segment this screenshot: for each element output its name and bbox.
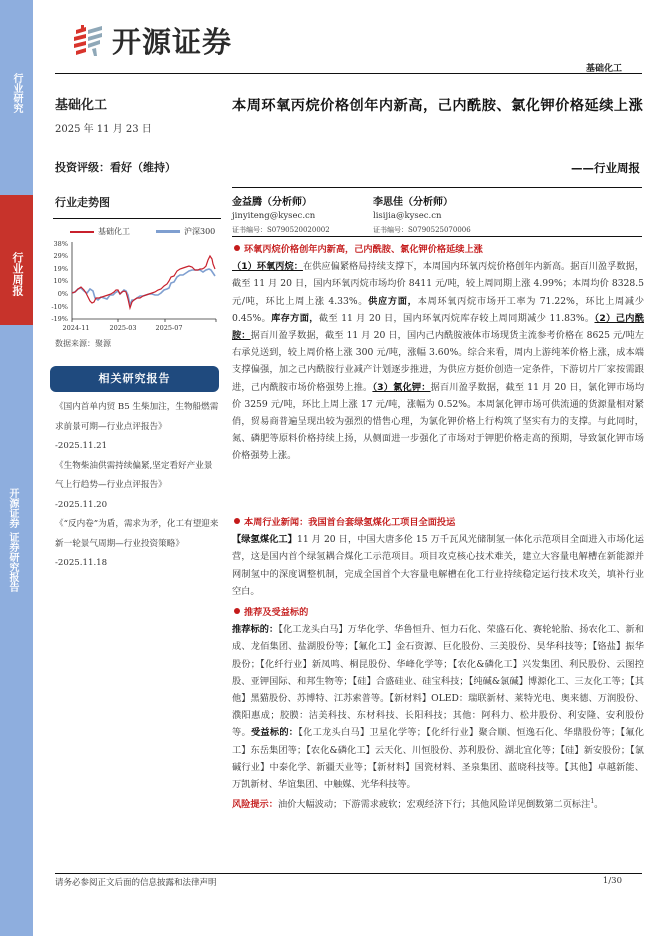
section-price-trends bbox=[232, 241, 644, 465]
analyst-divider-bottom bbox=[232, 236, 642, 237]
side-strip bbox=[0, 0, 33, 936]
svg-text:2025-07: 2025-07 bbox=[155, 324, 183, 331]
svg-text:10%: 10% bbox=[53, 277, 68, 285]
side-label-brand: 开源证券 bbox=[7, 488, 18, 528]
svg-text:-10%: -10% bbox=[51, 303, 68, 311]
related-report-date: -2025.11.20 bbox=[55, 499, 108, 510]
paragraph-price-details: （1）环氧丙烷：在供应偏紧格局持续支撑下，本周国内环氧丙烷价格创年内新高。据百川盈孚数据，截至 11 月 20 日，国内环氧丙烷市场均价 8411 元/吨，较上周同期上涨 4.99%；本周均价 8328.5 元/吨，环比上周上涨 4.33%。供应方面，本周环氧丙烷市场开工率为 71.22%，环比上周减少 0.45%。库存方面，截至 11 月 20 日，国内环氧丙烷库存较上周同期减少 11.83%。（2）己内酰胺：据百川盈孚数据，截至 11 月 20 日，国内己内酰胺液体市场现货主流参考价格在 8625 元/吨左右承兑送到，较上周价格上涨 300 元/吨，涨幅 3.60%。综合来看，周内上游纯苯价格上涨，成本端支撑偏强，加之己内酰胺行业减产计划逐步推进，为供应方挺价创造一定条件，下游切片厂家按需跟进，己内酰胺市场价格强势上推。（3）氯化钾：据百川盈孚数据，截至 11 月 20 日，氯化钾市场均价 3259 元/吨，环比上周上涨 17 元/吨，涨幅为 0.52%。本周氯化钾市场可供流通的货源量相对紧俏，贸易商普遍呈现出较为强烈的惜售心理，为氯化钾价格上行构筑了坚实有力的支撑。与此同时，氮、磷肥等原料价格持续上扬，从侧面进一步强化了市场对于钾肥价格走高的预期，导致氯化钾市场价格强势上涨。 bbox=[232, 261, 645, 462]
analyst-name: 李思佳（分析师） bbox=[373, 197, 453, 208]
related-reports-header: 相关研究报告 bbox=[50, 366, 219, 392]
chart-source: 数据来源：聚源 bbox=[55, 339, 111, 348]
svg-text:2025-03: 2025-03 bbox=[109, 324, 137, 331]
chart-plot bbox=[48, 226, 220, 331]
section-heading-recommendations: 推荐及受益标的 bbox=[232, 604, 644, 621]
svg-text:0%: 0% bbox=[57, 290, 68, 298]
label-risk: 风险提示： bbox=[232, 799, 278, 811]
footer-disclaimer: 请务必参阅正文后面的信息披露和法律声明 bbox=[55, 878, 217, 888]
label-green-hydrogen: 【绿氢煤化工】 bbox=[232, 534, 297, 546]
report-type: ——行业周报 bbox=[571, 161, 640, 175]
kysec-logo-icon bbox=[70, 22, 106, 58]
paragraph-risk: 风险提示：油价大幅波动；下游需求疲软；宏观经济下行；其他风险详见倒数第二页标注$^1$。 bbox=[232, 798, 604, 811]
analyst-name: 金益腾（分析师） bbox=[232, 197, 312, 208]
analyst-cert: 证书编号：S0790525070006 bbox=[373, 226, 471, 234]
investment-rating: 投资评级：看好（维持） bbox=[55, 161, 176, 174]
analyst-divider-top bbox=[232, 187, 642, 188]
analyst-email[interactable]: jinyiteng@kysec.cn bbox=[232, 211, 316, 221]
analyst-card bbox=[232, 193, 330, 235]
bullet-icon bbox=[234, 608, 240, 614]
side-label-kysec bbox=[6, 488, 18, 592]
header-category: 基础化工 bbox=[585, 64, 622, 74]
related-report-item[interactable] bbox=[55, 515, 220, 574]
svg-text:19%: 19% bbox=[53, 265, 68, 273]
bullet-icon bbox=[234, 245, 240, 251]
svg-text:-19%: -19% bbox=[51, 315, 68, 323]
label-propylene-oxide: （1）环氧丙烷： bbox=[232, 261, 303, 273]
bullet-icon bbox=[234, 518, 240, 524]
footer-divider bbox=[55, 873, 642, 874]
related-report-item[interactable] bbox=[55, 398, 220, 457]
sector-name: 基础化工 bbox=[55, 98, 108, 113]
y-axis-labels bbox=[51, 240, 68, 323]
section-heading-prices: 环氧丙烷价格创年内新高，己内酰胺、氯化钾价格延续上涨 bbox=[232, 241, 644, 258]
side-label-industry-research: 行业研究 bbox=[11, 73, 22, 113]
label-inventory: 库存方面， bbox=[271, 312, 319, 324]
related-report-title[interactable]: 《生物柴油供需持续偏紧,坚定看好产业景气上行趋势—行业点评报告》 bbox=[55, 460, 213, 490]
analyst-email[interactable]: lisijia@kysec.cn bbox=[373, 211, 442, 221]
related-reports-list bbox=[55, 398, 220, 574]
section-heading-news: 本周行业新闻：我国首台套绿氢煤化工项目全面投运 bbox=[232, 514, 644, 531]
trend-divider bbox=[53, 218, 221, 219]
related-report-title[interactable]: 《国内首单内贸 B5 生柴加注，生物船燃需求前景可期—行业点评报告》 bbox=[55, 402, 219, 432]
report-title: 本周环氧丙烷价格创年内新高，己内酰胺、氯化钾价格延续上涨 bbox=[232, 98, 644, 114]
svg-text:29%: 29% bbox=[53, 252, 68, 260]
legend-label-chemicals: 基础化工 bbox=[98, 227, 130, 236]
side-label-weekly: 行业周报 bbox=[11, 252, 24, 296]
analyst-card bbox=[373, 193, 471, 235]
related-report-title[interactable]: 《“反内卷”为盾，需求为矛，化工有望迎来新一轮景气周期—行业投资策略》 bbox=[55, 519, 219, 549]
trend-chart-title: 行业走势图 bbox=[55, 196, 110, 209]
label-recommended: 推荐标的： bbox=[232, 624, 279, 636]
label-caprolactam: （2）己内酰胺： bbox=[232, 312, 645, 342]
label-beneficiaries: 受益标的： bbox=[250, 727, 299, 739]
brand-logo bbox=[70, 20, 232, 60]
brand-name: 开源证券 bbox=[112, 24, 233, 59]
paragraph-news: 【绿氢煤化工】11 月 20 日，中国大唐多伦 15 万千瓦风光储制氢一体化示范项目全面进入市场化运营，这是国内首个绿氢耦合煤化工示范项目。项目攻克核心技术难关，建立大容量电解槽在新能源并网制氢中的深度调整机制，完成全国首个大容量电解槽在化工行业持续稳定运行技术攻关，填补行业空白。 bbox=[232, 534, 644, 597]
x-axis-labels bbox=[62, 324, 182, 331]
footnote-marker[interactable]: 1 bbox=[590, 798, 595, 806]
industry-trend-chart bbox=[48, 226, 220, 331]
svg-text:2024-11: 2024-11 bbox=[62, 324, 90, 331]
label-supply: 供应方面， bbox=[368, 295, 418, 307]
section-industry-news bbox=[232, 514, 644, 600]
report-date: 2025 年 11 月 23 日 bbox=[55, 124, 152, 135]
legend-label-csi300: 沪深300 bbox=[184, 227, 216, 236]
header-divider bbox=[55, 73, 642, 74]
side-label-research-report: 证券研究报告 bbox=[7, 532, 18, 592]
svg-text:38%: 38% bbox=[53, 240, 68, 248]
related-report-item[interactable] bbox=[55, 457, 220, 516]
paragraph-recommendations: 推荐标的：【化工龙头白马】万华化学、华鲁恒升、恒力石化、荣盛石化、赛轮轮胎、扬农化工、新和成、龙佰集团、盐湖股份等；【氟化工】金石资源、巨化股份、三美股份、昊华科技等；【铬盐】振华股份；【化纤行业】新凤鸣、桐昆股份、华峰化学等；【农化&磷化工】兴发集团、利民股份、云图控股、亚钾国际、和邦生物等；【硅】合盛硅业、硅宝科技；【纯碱&氯碱】博源化工、三友化工等；【其他】黑猫股份、苏博特、江苏索普等。【新材料】OLED：瑞联新材、莱特光电、奥来德、万润股份、濮阳惠成；胶膜：洁美科技、东材科技、长阳科技；其他：阿科力、松井股份、利安隆、安利股份等。受益标的：【化工龙头白马】卫星化学等；【化纤行业】聚合顺、恒逸石化、华鼎股份等；【氟化工】东岳集团等；【农化&磷化工】云天化、川恒股份、苏利股份、湖北宜化等；【硅】新安股份；【氯碱行业】中泰化学、新疆天业等；【新材料】国瓷材料、圣泉集团、蓝晓科技等。【其他】卓越新能、万凯新材、华谊集团、中触媒、光华科技等。 bbox=[232, 624, 644, 791]
related-report-date: -2025.11.18 bbox=[55, 558, 108, 568]
page-number: 1/30 bbox=[602, 876, 622, 886]
analyst-cert: 证书编号：S0790520020002 bbox=[232, 226, 330, 234]
related-report-date: -2025.11.21 bbox=[55, 441, 108, 451]
label-potassium-chloride: （3）氯化钾： bbox=[372, 381, 431, 393]
section-recommendations bbox=[232, 604, 644, 814]
